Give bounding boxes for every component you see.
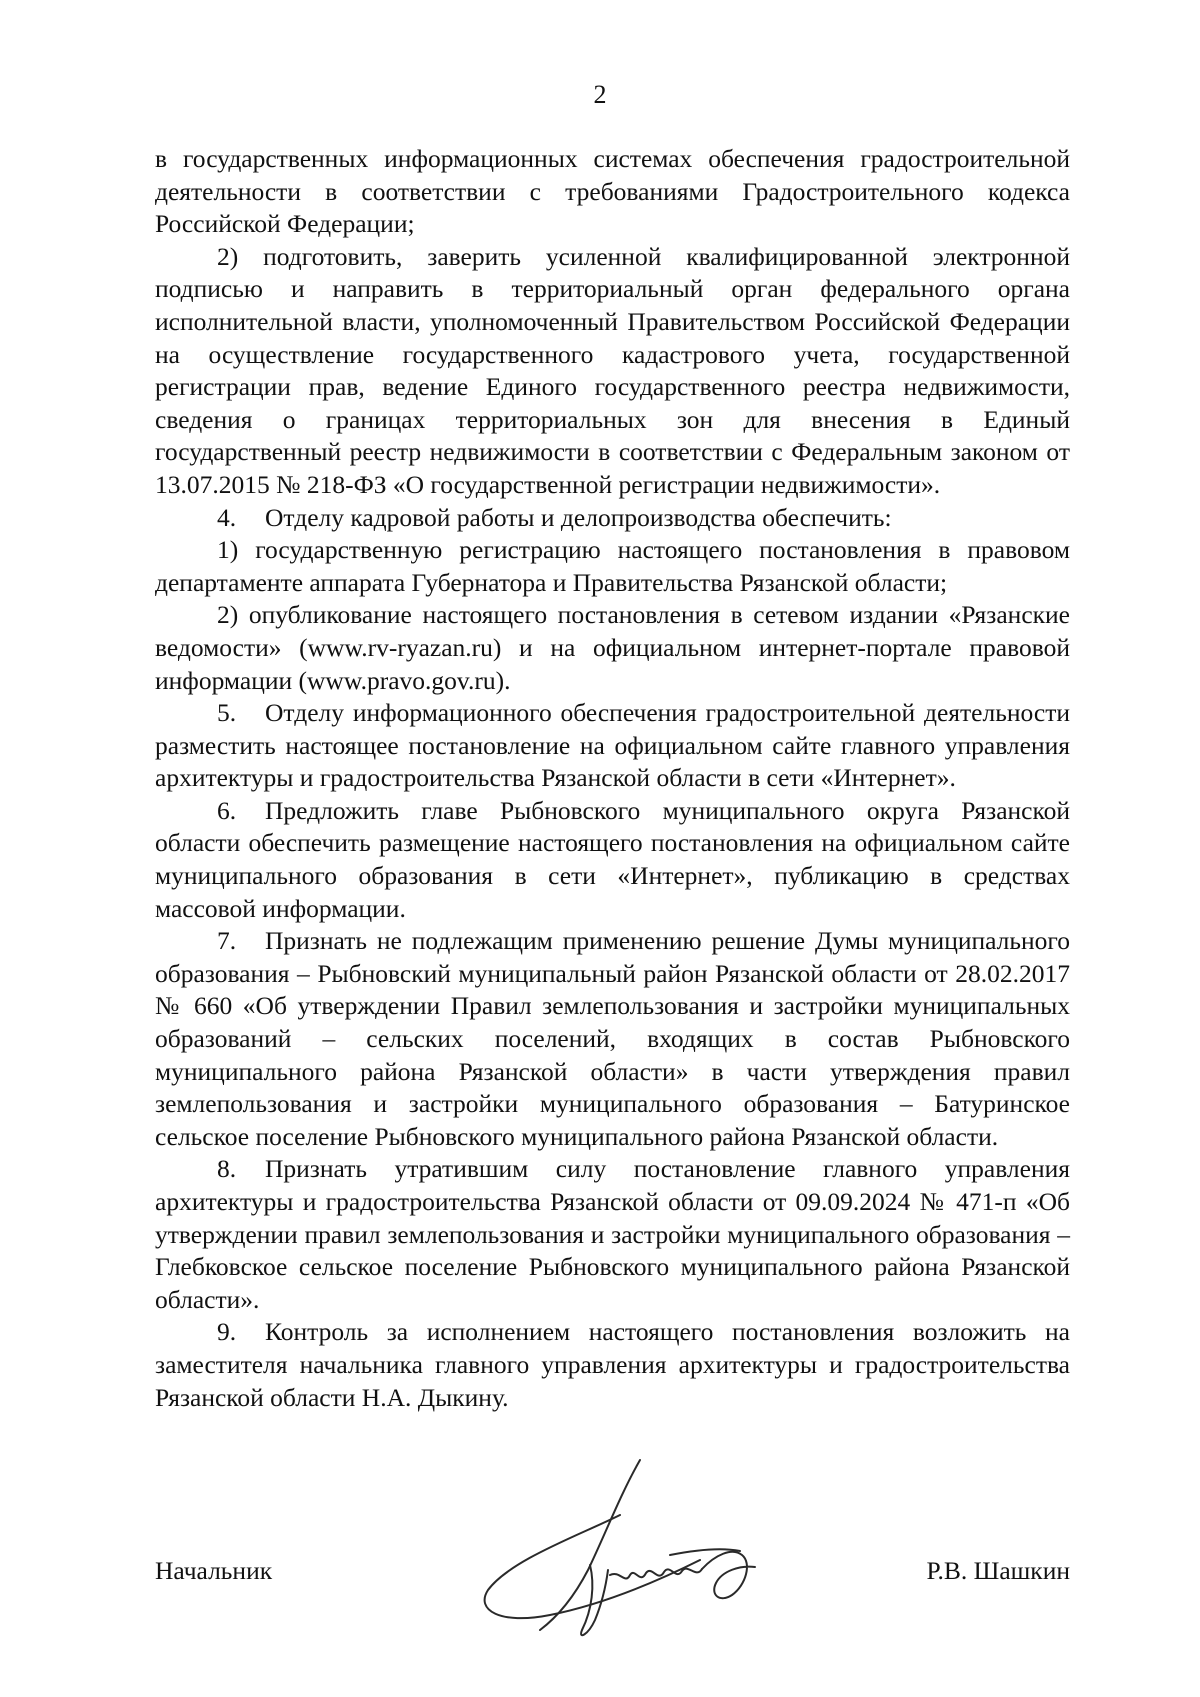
page-number: 2 — [593, 80, 607, 109]
handwritten-signature — [470, 1455, 820, 1655]
paragraph-text: 2) опубликование настоящего постановления в сетевом издании «Рязанские ведомости» (www.rv-ryazan.ru) и на официальном интернет-портале правовой информации (www.pravo.gov.ru). — [155, 600, 1070, 695]
paragraph-item-4 — [155, 502, 1070, 535]
signature-block — [155, 1556, 1070, 1596]
paragraph-text: Предложить главе Рыбновского муниципального округа Рязанской области обеспечить размещение настоящего постановления на официальном сайте муниципального образования в сети «Интернет», публикацию в средствах массовой информации. — [155, 795, 1070, 923]
paragraph-subitem-2 — [155, 241, 1070, 502]
paragraph-item-6 — [155, 795, 1070, 925]
paragraph-continuation — [155, 143, 1070, 241]
signatory-position: Начальник — [155, 1556, 273, 1585]
paragraph-text: Отделу кадровой работы и делопроизводства обеспечить: — [265, 502, 892, 532]
paragraph-text: Признать не подлежащим применению решение Думы муниципального образования – Рыбновский муниципальный район Рязанской области от 28.02.2017 № 660 «Об утверждении Правил землепользования и застройки муниципальных образований – сельских поселений, входящих в состав Рыбновского муниципального района Рязанской области» в части утверждения правил землепользования и застройки муниципального образования – Батуринское сельское поселение Рыбновского муниципального района Рязанской области. — [155, 926, 1070, 1151]
paragraph-number: 6. — [217, 795, 237, 825]
paragraph-text: 1) государственную регистрацию настоящего постановления в правовом департаменте аппарата Губернатора и Правительства Рязанской области; — [155, 535, 1070, 597]
paragraph-text: Контроль за исполнением настоящего постановления возложить на заместителя начальника главного управления архитектуры и градостроительства Рязанской области Н.А. Дыкину. — [155, 1317, 1070, 1412]
paragraph-text: 2) подготовить, заверить усиленной квалифицированной электронной подписью и направить в территориальный орган федерального органа исполнительной власти, уполномоченный Правительством Российской Федерации на осуществление государственного кадастрового учета, государственной регистрации прав, ведение Единого государственного реестра недвижимости, сведения о границах территориальных зон для внесения в Единый государственный реестр недвижимости в соответствии с Федеральным законом от 13.07.2015 № 218-ФЗ «О государственной регистрации недвижимости». — [155, 241, 1070, 499]
paragraph-item-7 — [155, 925, 1070, 1153]
paragraph-number: 4. — [217, 502, 237, 532]
paragraph-subitem-1 — [155, 534, 1070, 599]
paragraph-text: Отделу информационного обеспечения градостроительной деятельности разместить настоящее постановление на официальном сайте главного управления архитектуры и градостроительства Рязанской области в сети «Интернет». — [155, 698, 1070, 793]
paragraph-text: в государственных информационных системах обеспечения градостроительной деятельности в соответствии с требованиями Градостроительного кодекса Российской Федерации; — [155, 144, 1070, 239]
paragraph-number: 8. — [217, 1154, 237, 1184]
paragraph-item-8 — [155, 1153, 1070, 1316]
paragraph-item-9 — [155, 1316, 1070, 1414]
signatory-name: Р.В. Шашкин — [926, 1556, 1070, 1585]
document-body — [155, 143, 1070, 1414]
paragraph-text: Признать утратившим силу постановление главного управления архитектуры и градостроительства Рязанской области от 09.09.2024 № 471-п «Об утверждении правил землепользования и застройки муниципального образования – Глебковское сельское поселение Рыбновского муниципального района Рязанской области». — [155, 1154, 1070, 1314]
paragraph-subitem-2b — [155, 599, 1070, 697]
paragraph-number: 7. — [217, 926, 237, 956]
paragraph-number: 9. — [217, 1317, 237, 1347]
paragraph-number: 5. — [217, 698, 237, 728]
paragraph-item-5 — [155, 697, 1070, 795]
